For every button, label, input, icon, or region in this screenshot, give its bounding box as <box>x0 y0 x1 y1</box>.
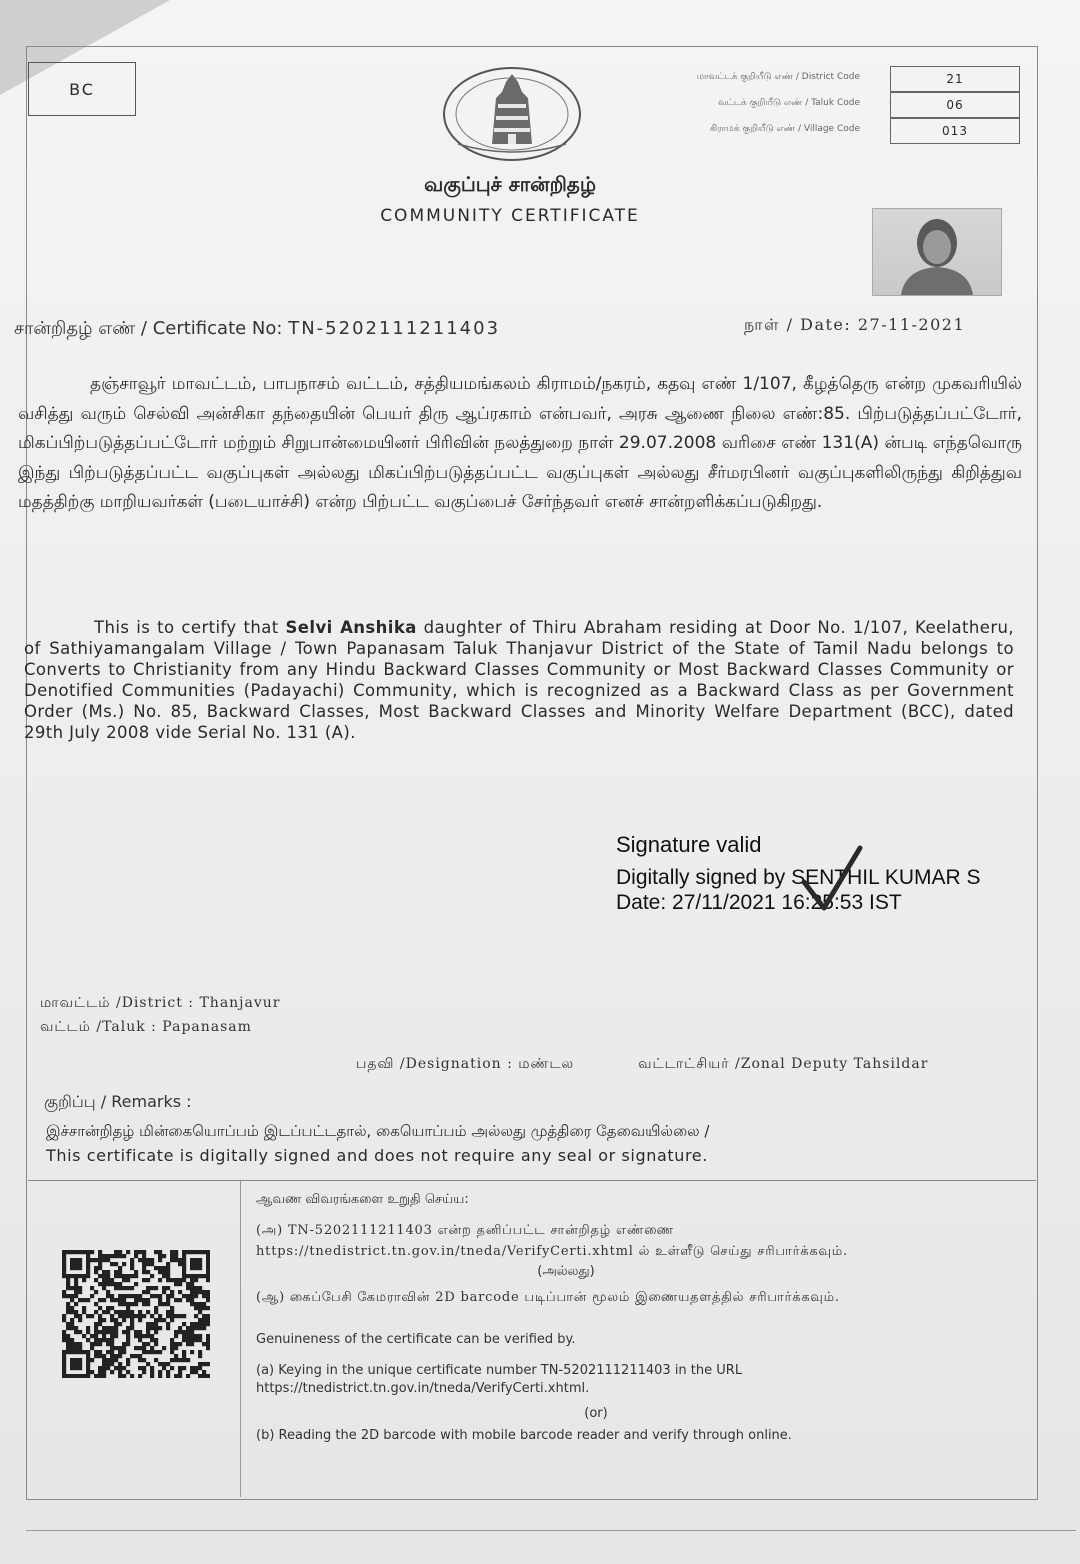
remarks-tamil: இச்சான்றிதழ் மின்கையொப்பம் இடப்பட்டதால், கையொப்பம் அல்லது முத்திரை தேவையில்லை / <box>46 1122 710 1140</box>
body-tamil: தஞ்சாவூர் மாவட்டம், பாபநாசம் வட்டம், சத்தியமங்கலம் கிராமம்/நகரம், கதவு எண் 1/107, கீழத்தெரு என்ற முகவரியில் வசித்து வரும் செல்வி அன்சிகா தந்தையின் பெயர் திரு ஆப்ரகாம் என்பவர், அரசு ஆணை நிலை எண்:85. பிற்படுத்தப்பட்டோர், மிகப்பிற்படுத்தப்பட்டோர் மற்றும் சிறுபான்மையினர் பிரிவின் நலத்துறை நாள் 29.07.2008 வரிசை எண் 131(A) ன்படி எந்தவொரு இந்து பிற்படுத்தப்பட்ட வகுப்புகள் அல்லது மிகப்பிற்படுத்தப்பட்ட வகுப்புகள் அல்லது சீர்மரபினர் வகுப்புகளிலிருந்து கிறித்துவ மதத்திற்கு மாறியவர்கள் (படையாச்சி) என்ற பிற்பட்ட வகுப்பைச் சேர்ந்தவர் எனச் சான்றளிக்கப்படுகிறது. <box>18 374 1022 512</box>
taluk-line: வட்டம் /Taluk : Papanasam <box>40 1019 252 1035</box>
signed-by: Digitally signed by SENTHIL KUMAR S <box>616 866 981 889</box>
category-box: BC <box>28 62 136 116</box>
district-code-value: 21 <box>890 66 1020 92</box>
village-code-row: கிராமக் குறியீடு எண் / Village Code : 013 <box>600 118 1030 144</box>
signature-date: Date: 27/11/2021 16:25:53 IST <box>616 891 902 914</box>
code-label: மாவட்டக் குறியீடு எண் / District Code <box>696 72 860 82</box>
verify-or-english: (or) <box>584 1406 608 1421</box>
taluk-code-row: வட்டக் குறியீடு எண் / Taluk Code : 06 <box>600 92 1030 118</box>
state-emblem-icon <box>438 64 586 164</box>
certificate-number-value: TN-5202111211403 <box>288 318 501 339</box>
verify-a-english: (a) Keying in the unique certificate number TN-5202111211403 in the URL https://tnedistrict.tn.gov.in/tneda/VerifyCerti.xhtml. <box>256 1363 743 1396</box>
district-line: மாவட்டம் /District : Thanjavur <box>40 995 281 1011</box>
page-bottom-line <box>26 1530 1076 1531</box>
verify-b-english: (b) Reading the 2D barcode with mobile barcode reader and verify through online. <box>256 1428 792 1443</box>
qr-code-icon <box>62 1250 210 1378</box>
body-english <box>24 617 1014 743</box>
verify-b-tamil: (ஆ) கைப்பேசி கேமராவின் 2D barcode படிப்பான் மூலம் இணையதளத்தில் சரிபார்க்கவும். <box>256 1290 840 1305</box>
holder-name: Selvi Anshika <box>285 618 417 637</box>
verify-heading-tamil: ஆவண விவரங்களை உறுதி செய்ய: <box>256 1192 469 1207</box>
checkmark-icon <box>798 842 864 914</box>
section-divider <box>240 1181 241 1497</box>
taluk-code-value: 06 <box>890 92 1020 118</box>
date-value: 27-11-2021 <box>857 315 966 334</box>
title-tamil: வகுப்புச் சான்றிதழ் <box>424 172 596 196</box>
title-english: COMMUNITY CERTIFICATE <box>380 206 640 226</box>
verify-or-tamil: (அல்லது) <box>537 1264 595 1279</box>
remarks-label: குறிப்பு / Remarks : <box>44 1092 192 1111</box>
certificate-date <box>744 315 965 336</box>
date-label: நாள் / Date: <box>744 315 852 334</box>
designation-label: பதவி /Designation : மண்டல <box>356 1056 575 1072</box>
verify-a-tamil: (அ) TN-5202111211403 என்ற தனிப்பட்ட சான்றிதழ் எண்ணை https://tnedistrict.tn.gov.in/tneda/VerifyCerti.xhtml ல் உள்ளீடு செய்து சரிபார்க்கவும். <box>256 1223 848 1259</box>
designation-line <box>356 1056 928 1074</box>
certificate-number-label: சான்றிதழ் எண் / Certificate No: <box>14 318 283 339</box>
code-label: கிராமக் குறியீடு எண் / Village Code <box>709 124 860 134</box>
person-photo-icon <box>873 209 1001 295</box>
signature-status: Signature valid <box>616 832 762 857</box>
district-code-row: மாவட்டக் குறியீடு எண் / District Code : 21 <box>600 66 1030 92</box>
designation-value: வட்டாட்சியர் /Zonal Deputy Tahsildar <box>638 1056 929 1072</box>
verify-heading-english: Genuineness of the certificate can be verified by. <box>256 1332 576 1347</box>
remarks-english: This certificate is digitally signed and does not require any seal or signature. <box>46 1146 708 1165</box>
code-label: வட்டக் குறியீடு எண் / Taluk Code <box>718 98 860 108</box>
body-english-intro: This is to certify that <box>94 618 286 637</box>
code-table <box>600 66 1030 144</box>
certificate-number <box>14 318 500 341</box>
village-code-value: 013 <box>890 118 1020 144</box>
applicant-photo <box>872 208 1002 296</box>
body-english-rest: daughter of Thiru Abraham residing at Door No. 1/107, Keelatheru, of Sathiyamangalam Village / Town Papanasam Taluk Thanjavur District of the State of Tamil Nadu belongs to Converts to Christianity from any Hindu Backward Classes Community or Most Backward Classes Community or Denotified Communities (Padayachi) Community, which is recognized as a Backward Class as per Government Order (Ms.) No. 85, Backward Classes, Most Backward Classes and Minority Welfare Department (BCC), dated 29th July 2008 vide Serial No. 131 (A). <box>24 618 1015 742</box>
